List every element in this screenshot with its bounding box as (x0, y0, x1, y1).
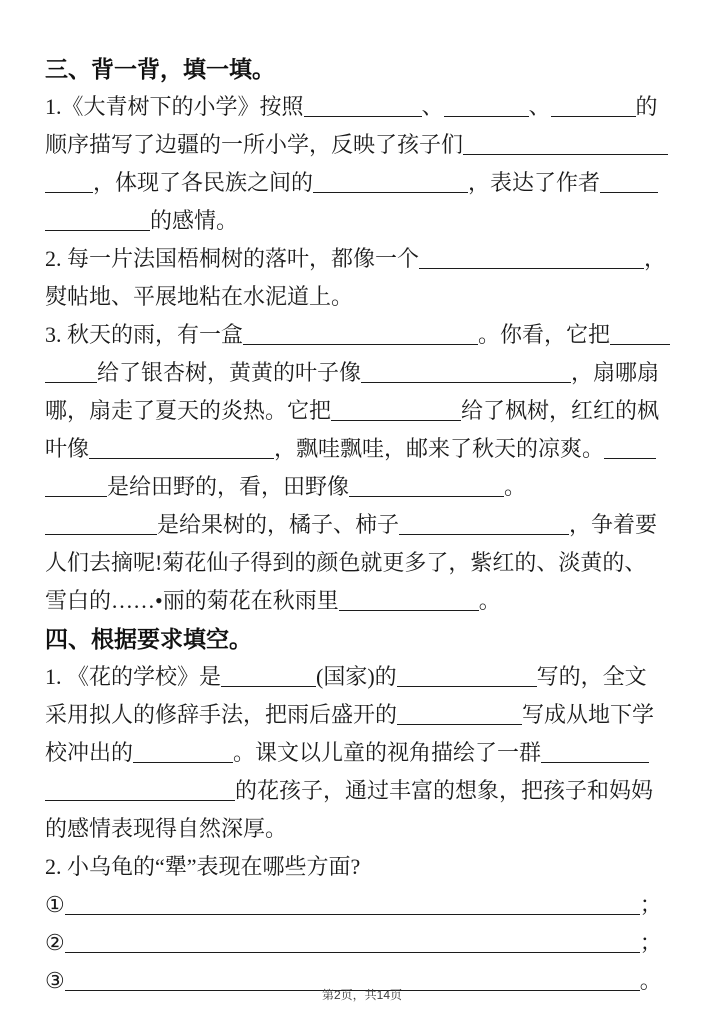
worksheet-line (45, 658, 683, 696)
fill-in-blank-line (349, 474, 504, 497)
fill-in-blank-line (45, 208, 150, 231)
fill-in-blank-line (313, 170, 468, 193)
fill-in-blank-line (304, 94, 422, 117)
fill-in-blank-line (65, 930, 640, 953)
worksheet-line (45, 544, 683, 582)
fill-in-blank-line (65, 892, 640, 915)
fill-in-blank-line (243, 322, 478, 345)
text-run: 是给果树的，橘子、柿子 (157, 512, 400, 537)
fill-in-blank-line (610, 322, 670, 345)
text-run: 的 (635, 94, 658, 119)
worksheet-line (45, 696, 683, 734)
text-run: 人们去摘呢!菊花仙子得到的颜色就更多了，紫红的、淡黄的、 (45, 550, 647, 575)
text-run: 的感情表现得自然深厚。 (45, 816, 288, 841)
text-run: 3. 秋天的雨，有一盒 (45, 322, 244, 347)
fill-in-blank-line (133, 740, 233, 763)
page-number-footer: 第2页，共14页 (321, 988, 403, 1002)
fill-in-blank-line (89, 436, 274, 459)
text-run: 哪，扇走了夏天的炎热。它把 (45, 398, 332, 423)
fill-in-blank-line (361, 360, 571, 383)
fill-in-blank-line (397, 702, 522, 725)
text-run: 顺序描写了边疆的一所小学，反映了孩子们 (45, 132, 464, 157)
fill-in-blank-line (600, 170, 658, 193)
text-run: 给了枫树，红红的枫 (461, 398, 660, 423)
fill-in-blank-line (419, 246, 644, 269)
worksheet-line (45, 924, 683, 962)
worksheet-line (45, 316, 683, 354)
worksheet-line (45, 582, 683, 620)
text-run: 熨帖地、平展地粘在水泥道上。 (45, 284, 354, 309)
text-run: 写成从地下学 (522, 702, 655, 727)
text-run: ，体现了各民族之间的 (93, 170, 314, 195)
text-run: 写的，全文 (536, 664, 647, 689)
worksheet-line (45, 810, 683, 848)
fill-in-blank-line (45, 474, 107, 497)
text-run: 1.《大青树下的小学》按照 (45, 94, 304, 119)
worksheet-line (45, 886, 683, 924)
text-run: 叶像 (45, 436, 90, 461)
fill-in-blank-line (45, 512, 157, 535)
text-run: 。 (504, 474, 527, 499)
section-heading: 四、根据要求填空。 (45, 626, 252, 652)
worksheet-body (45, 50, 683, 1000)
text-run: 给了银杏树，黄黄的叶子像 (97, 360, 362, 385)
text-run: 1. 《花的学校》是 (45, 664, 222, 689)
fill-in-blank-line (444, 94, 529, 117)
worksheet-line (45, 506, 683, 544)
text-run: ① (45, 892, 65, 917)
fill-in-blank-line (45, 360, 97, 383)
text-run: ，表达了作者 (468, 170, 601, 195)
section-heading: 三、背一背，填一填。 (45, 56, 275, 82)
worksheet-line (45, 392, 683, 430)
worksheet-line (45, 430, 683, 468)
worksheet-line (45, 772, 683, 810)
worksheet-line (45, 734, 683, 772)
text-run: ； (639, 930, 662, 955)
text-run: 。 (639, 968, 662, 993)
worksheet-line (45, 848, 683, 886)
text-run: 的花孩子，通过丰富的想象，把孩子和妈妈 (235, 778, 654, 803)
text-run: ② (45, 930, 65, 955)
worksheet-line (45, 468, 683, 506)
worksheet-line (45, 126, 683, 164)
fill-in-blank-line (541, 740, 649, 763)
worksheet-line (45, 202, 683, 240)
text-run: 。课文以儿童的视角描绘了一群 (233, 740, 542, 765)
worksheet-line (45, 278, 683, 316)
text-run: ，扇哪扇 (571, 360, 660, 385)
worksheet-line (45, 240, 683, 278)
text-run: ， (644, 246, 667, 271)
text-run: ，争着要 (569, 512, 658, 537)
fill-in-blank-line (604, 436, 656, 459)
text-run: (国家)的 (316, 664, 397, 689)
text-run: 校冲出的 (45, 740, 134, 765)
text-run: 。 (478, 588, 501, 613)
text-run: ，飘哇飘哇，邮来了秋天的凉爽。 (274, 436, 605, 461)
fill-in-blank-line (221, 664, 316, 687)
worksheet-line (45, 88, 683, 126)
text-run: 2. 小乌龟的“犟”表现在哪些方面? (45, 854, 361, 879)
fill-in-blank-line (339, 588, 479, 611)
text-run: 采用拟人的修辞手法，把雨后盛开的 (45, 702, 398, 727)
text-run: 的感情。 (150, 208, 239, 233)
text-run: 2. 每一片法国梧桐树的落叶，都像一个 (45, 246, 420, 271)
fill-in-blank-line (551, 94, 636, 117)
fill-in-blank-line (399, 512, 569, 535)
fill-in-blank-line (45, 170, 93, 193)
text-run: ； (639, 892, 662, 917)
text-run: ③ (45, 968, 65, 993)
fill-in-blank-line (463, 132, 668, 155)
text-run: 雪白的……•丽的菊花在秋雨里 (45, 588, 339, 613)
fill-in-blank-line (331, 398, 461, 421)
worksheet-line (45, 164, 683, 202)
fill-in-blank-line (397, 664, 537, 687)
text-run: 、 (528, 94, 551, 119)
fill-in-blank-line (45, 778, 235, 801)
text-run: 是给田野的，看，田野像 (107, 474, 350, 499)
text-run: 。你看，它把 (478, 322, 611, 347)
worksheet-line (45, 354, 683, 392)
text-run: 、 (421, 94, 444, 119)
